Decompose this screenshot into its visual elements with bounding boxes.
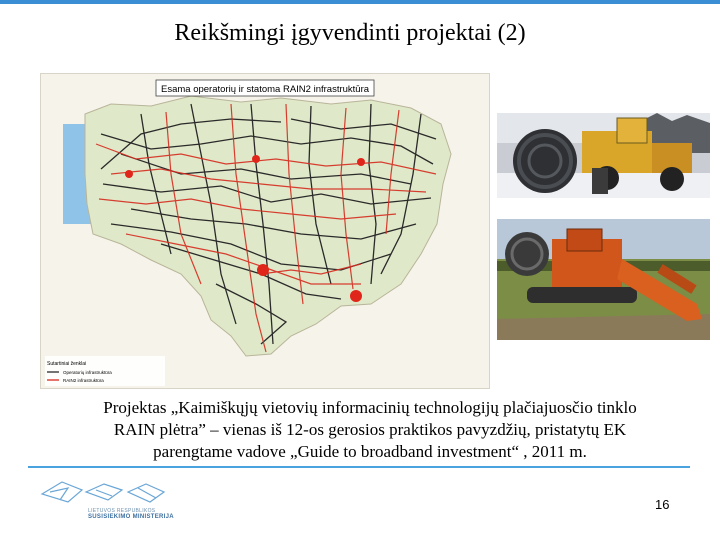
caption-line-2: RAIN plėtra” – vienas iš 12-os gerosios praktikos pavyzdžių, pristatytų EK (113, 420, 627, 439)
rain2-infrastructure-map (40, 73, 490, 389)
page-number: 16 (655, 497, 670, 512)
cable-laying-winter-photo (497, 113, 710, 198)
siauliai-hub (252, 155, 260, 163)
panevezys-hub (357, 158, 365, 166)
map-header: Esama operatorių ir statoma RAIN2 infrastruktūra (161, 84, 370, 95)
trenching-machine-photo (497, 219, 710, 340)
top-accent-bar (0, 0, 720, 4)
slide-title: Reikšmingi įgyvendinti projektai (2) (174, 20, 526, 46)
vilnius-hub (350, 290, 362, 302)
map-legend-item-rain2: RAIN2 infrastruktūra (63, 378, 104, 383)
logo-line-2: SUSISIEKIMO MINISTERIJA (88, 514, 174, 520)
map-legend-title: Sutartiniai ženklai (47, 361, 87, 367)
klaipeda-hub (125, 170, 133, 178)
caption-line-1: Projektas „Kaimiškųjų vietovių informacinių technologijų plačiajuosčio tinklo (103, 398, 637, 417)
ministry-logo (38, 478, 188, 530)
footer-divider (28, 466, 690, 468)
caption-line-3: parengtame vadove „Guide to broadband investment“ , 2011 m. (153, 442, 587, 461)
ministry-logo-text (88, 508, 174, 520)
slide-caption (40, 397, 700, 463)
map-legend-item-operators: Operatorių infrastruktūra (63, 370, 112, 375)
logo-line-1: LIETUVOS RESPUBLIKOS (88, 508, 156, 514)
kaunas-hub (257, 264, 269, 276)
